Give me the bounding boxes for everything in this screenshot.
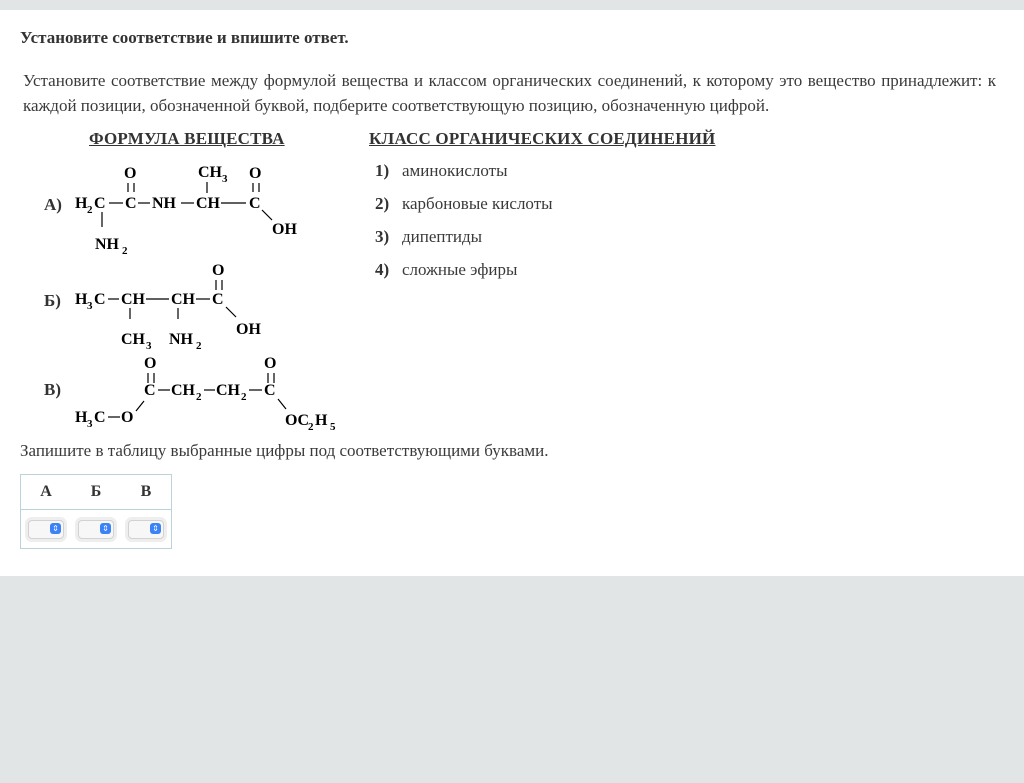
formula-a-structure: [74, 160, 314, 257]
svg-text:CH: CH: [171, 382, 195, 399]
class-number: 4): [375, 260, 390, 279]
svg-text:H: H: [75, 409, 88, 426]
task-intro: Установите соответствие между формулой вещества и классом органических соединений, к которому это вещество принадлежит: к каждой позиции, обозначенной буквой, подберите соответствующую позицию, обозначенную цифрой.: [23, 71, 996, 115]
answer-header-c: В: [121, 475, 172, 510]
answer-header-a: А: [21, 475, 72, 510]
svg-text:3: 3: [87, 418, 93, 430]
class-item: [375, 227, 553, 260]
class-label: сложные эфиры: [402, 260, 518, 279]
svg-text:NH: NH: [152, 195, 176, 212]
svg-text:O: O: [144, 355, 157, 372]
svg-text:5: 5: [330, 421, 336, 433]
answer-select-a[interactable]: [28, 520, 64, 539]
svg-text:C: C: [125, 195, 137, 212]
svg-text:NH: NH: [95, 236, 119, 253]
class-number: 1): [375, 161, 390, 180]
up-down-chevron-icon: ⇕: [100, 523, 111, 534]
answer-select-c[interactable]: [128, 520, 164, 539]
svg-text:CH: CH: [196, 195, 220, 212]
svg-text:3: 3: [222, 173, 228, 185]
formula-a-label: А): [44, 195, 62, 214]
svg-text:3: 3: [146, 340, 152, 352]
svg-text:O: O: [249, 165, 262, 182]
task-card: [0, 10, 1024, 576]
up-down-chevron-icon: ⇕: [50, 523, 61, 534]
svg-text:H: H: [315, 412, 328, 429]
class-item: [375, 161, 553, 194]
svg-text:OH: OH: [236, 321, 261, 338]
svg-text:2: 2: [308, 421, 314, 433]
class-list: [375, 161, 553, 293]
answer-select-b[interactable]: [78, 520, 114, 539]
svg-text:OC: OC: [285, 412, 309, 429]
formula-c-structure: [74, 353, 354, 433]
svg-text:C: C: [94, 291, 106, 308]
up-down-chevron-icon: ⇕: [150, 523, 161, 534]
svg-text:OH: OH: [272, 221, 297, 238]
answer-table: [20, 474, 172, 549]
svg-text:CH: CH: [216, 382, 240, 399]
svg-text:CH: CH: [171, 291, 195, 308]
svg-text:C: C: [144, 382, 156, 399]
svg-text:CH: CH: [198, 164, 222, 181]
svg-text:NH: NH: [169, 331, 193, 348]
svg-text:2: 2: [87, 204, 93, 216]
class-number: 3): [375, 227, 390, 246]
svg-text:2: 2: [196, 340, 202, 352]
formula-b-structure: [74, 260, 274, 350]
task-header: Установите соответствие и впишите ответ.: [20, 28, 349, 47]
formula-column-title: ФОРМУЛА ВЕЩЕСТВА: [89, 129, 285, 148]
answer-instruction: Запишите в таблицу выбранные цифры под соответствующими буквами.: [20, 441, 549, 460]
class-number: 2): [375, 194, 390, 213]
svg-text:CH: CH: [121, 291, 145, 308]
svg-text:O: O: [264, 355, 277, 372]
svg-text:2: 2: [122, 245, 128, 257]
class-item: [375, 260, 553, 293]
svg-text:C: C: [94, 409, 106, 426]
class-label: аминокислоты: [402, 161, 508, 180]
class-label: дипептиды: [402, 227, 483, 246]
svg-text:O: O: [212, 262, 225, 279]
class-item: [375, 194, 553, 227]
formula-b-label: Б): [44, 291, 61, 310]
answer-header-b: Б: [71, 475, 121, 510]
svg-text:2: 2: [241, 391, 247, 403]
formula-c-label: В): [44, 380, 61, 399]
svg-text:O: O: [121, 409, 134, 426]
svg-text:C: C: [94, 195, 106, 212]
svg-text:C: C: [212, 291, 224, 308]
svg-text:2: 2: [196, 391, 202, 403]
svg-text:C: C: [249, 195, 261, 212]
svg-text:3: 3: [87, 300, 93, 312]
svg-text:CH: CH: [121, 331, 145, 348]
svg-text:C: C: [264, 382, 276, 399]
svg-text:H: H: [75, 291, 88, 308]
class-label: карбоновые кислоты: [402, 194, 553, 213]
class-column-title: КЛАСС ОРГАНИЧЕСКИХ СОЕДИНЕНИЙ: [369, 129, 716, 148]
svg-text:H: H: [75, 195, 88, 212]
svg-text:O: O: [124, 165, 137, 182]
